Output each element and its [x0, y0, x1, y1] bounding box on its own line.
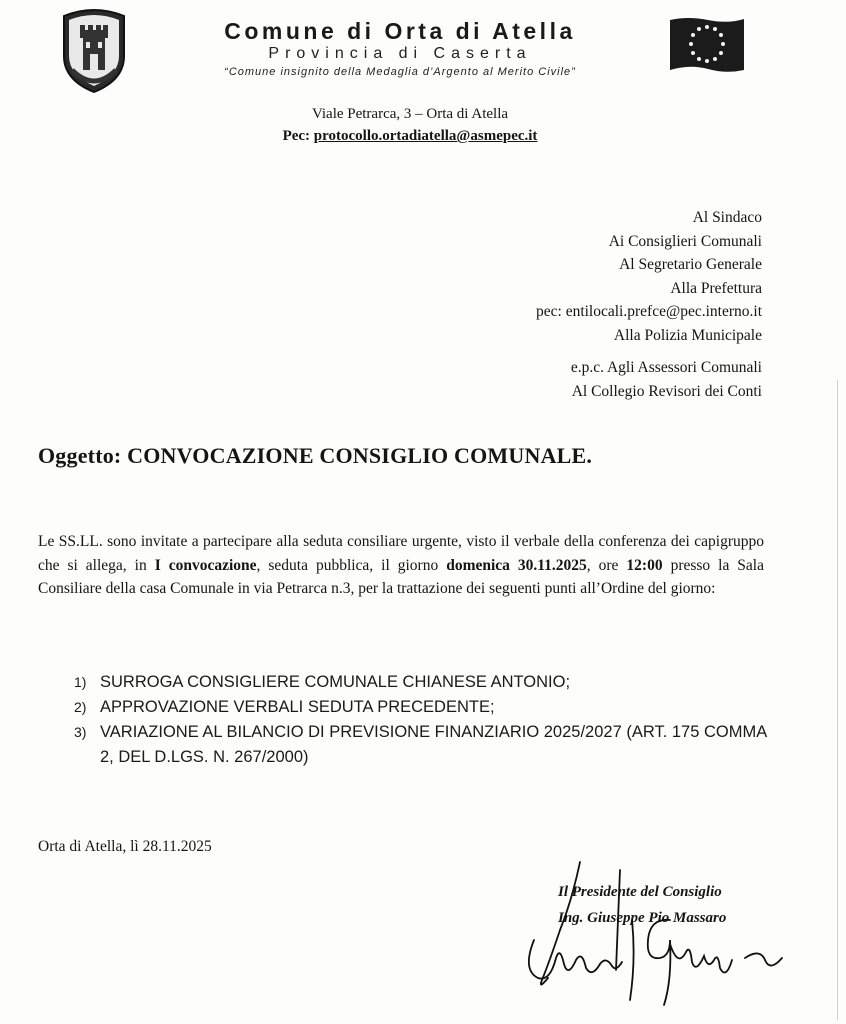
convocation-label: I convocazione [154, 556, 257, 574]
cc-recipient-line: e.p.c. Agli Assessori Comunali [570, 359, 762, 376]
pec-label: Pec: [282, 128, 311, 144]
meeting-date: domenica 30.11.2025 [446, 556, 587, 574]
recipient-pec-line: pec: entilocali.prefce@pec.interno.it [536, 303, 762, 320]
recipient-line: Alla Polizia Municipale [613, 326, 762, 344]
municipality-title: Comune di Orta di Atella [224, 18, 576, 44]
municipal-crest-icon [56, 6, 132, 94]
agenda-list [74, 670, 784, 770]
agenda-text: SURROGA CONSIGLIERE COMUNALE CHIANESE ANTONIO; [100, 673, 571, 691]
handwritten-signature [520, 860, 790, 1010]
pec-line [200, 128, 620, 145]
recipients-block [536, 206, 762, 403]
agenda-text: VARIAZIONE AL BILANCIO DI PREVISIONE FINANZIARIO 2025/2027 (ART. 175 COMMA 2, DEL D.LGS. N. 267/2000) [100, 723, 767, 766]
agenda-text: APPROVAZIONE VERBALI SEDUTA PRECEDENTE; [100, 698, 495, 716]
agenda-number: 2) [74, 699, 87, 715]
signatory-name: Ing. Giuseppe Pio Massaro [558, 910, 727, 926]
address-line: Viale Petrarca, 3 – Orta di Atella [311, 106, 509, 122]
agenda-number: 3) [74, 724, 87, 740]
meeting-time: 12:00 [626, 556, 663, 574]
subject-heading: Oggetto: CONVOCAZIONE CONSIGLIO COMUNALE. [38, 443, 593, 468]
eu-flag-icon [668, 14, 746, 74]
cc-recipient-line: Al Collegio Revisori dei Conti [571, 382, 762, 400]
place-date-line: Orta di Atella, lì 28.11.2025 [38, 838, 212, 855]
body-paragraph: Le SS.LL. sono invitate a partecipare alla seduta consiliare urgente, visto il verbale della conferenza dei capigruppo che si allega, in I convocazione, seduta pubblica, il giorno domenica 30.11.2025, ore 12:00 presso la Sala Consiliare della casa Comunale in via Petrarca n.3, per la trattazione dei seguenti punti all’Ordine del giorno: [38, 533, 764, 597]
agenda-item [74, 695, 784, 720]
recipient-line: Ai Consiglieri Comunali [608, 232, 762, 250]
agenda-number: 1) [74, 674, 87, 690]
medal-motto: “Comune insignito della Medaglia d’Argento al Merito Civile” [224, 66, 576, 78]
province-line: Provincia di Caserta [268, 45, 532, 62]
scan-edge-divider [837, 380, 838, 1020]
agenda-item [74, 670, 784, 695]
recipient-line: Alla Prefettura [670, 279, 762, 297]
pec-email-link[interactable]: protocollo.ortadiatella@asmepec.it [313, 128, 538, 144]
agenda-item [74, 720, 784, 770]
recipient-line: Al Segretario Generale [619, 256, 762, 273]
signatory-role: Il Presidente del Consiglio [558, 884, 722, 900]
recipient-line: Al Sindaco [692, 209, 762, 226]
